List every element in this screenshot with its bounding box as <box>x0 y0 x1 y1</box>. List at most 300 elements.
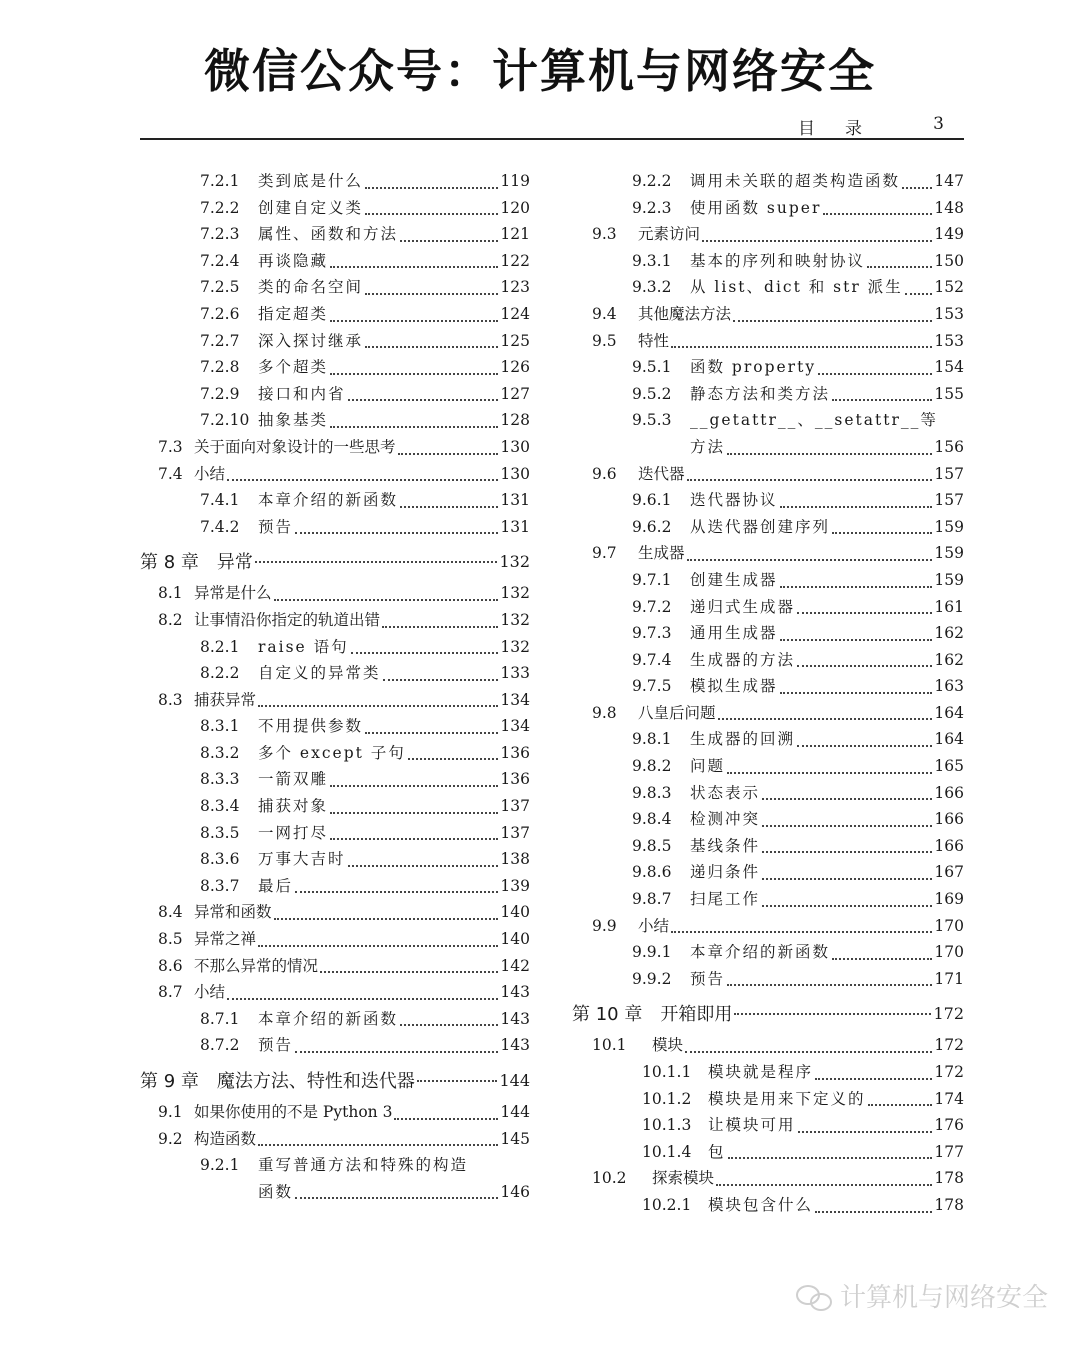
toc-entry-page: 148 <box>934 198 964 217</box>
dot-leader <box>382 625 498 628</box>
toc-entry-page: 159 <box>934 544 964 563</box>
dot-leader <box>823 212 932 215</box>
toc-entry-page: 127 <box>500 384 530 403</box>
toc-entry-number: 9.5.1 <box>632 358 672 377</box>
dot-leader <box>905 292 933 295</box>
toc-entry <box>140 462 530 489</box>
toc-entry <box>140 741 530 768</box>
toc-entry-number: 第 10 章 <box>572 1004 643 1026</box>
toc-entry-title: 模块包含什么 <box>708 1195 814 1214</box>
toc-entry-page: 157 <box>934 491 964 510</box>
toc-entry-page: 149 <box>934 225 964 244</box>
toc-entry-title: 基本的序列和映射协议 <box>690 251 866 270</box>
toc-entry-page: 172 <box>934 1063 964 1081</box>
toc-entry <box>572 249 964 276</box>
toc-entry-title: 递归式生成器 <box>690 597 796 616</box>
toc-entry-title: 状态表示 <box>690 783 761 802</box>
toc-entry <box>572 462 964 489</box>
toc-entry-page: 143 <box>500 1036 530 1055</box>
toc-entry-number: 9.1 <box>158 1103 183 1121</box>
toc-entry <box>140 1060 530 1100</box>
toc-entry <box>572 621 964 648</box>
toc-entry <box>140 1127 530 1154</box>
toc-entry-page: 171 <box>934 969 964 988</box>
toc-right-column <box>572 169 964 1220</box>
toc-entry-title: 其他魔法方法 <box>638 304 732 323</box>
toc-entry-page: 150 <box>934 251 964 270</box>
toc-entry-page: 165 <box>934 757 964 776</box>
dot-leader <box>762 877 932 880</box>
toc-entry-page: 132 <box>500 637 530 656</box>
toc-entry-number: 9.9.2 <box>632 969 672 988</box>
toc-entry <box>572 329 964 356</box>
dot-leader <box>818 372 932 375</box>
dot-leader <box>868 1103 933 1106</box>
toc-entry-number: 7.2.2 <box>200 198 240 217</box>
toc-entry <box>140 1033 530 1060</box>
toc-entry <box>140 1153 530 1180</box>
running-head-label: 目录 <box>798 119 892 139</box>
toc-entry-page: 122 <box>500 251 530 270</box>
dot-leader <box>832 398 932 401</box>
toc-entry <box>140 927 530 954</box>
toc-entry-title: 万事大吉时 <box>258 850 346 869</box>
toc-entry-page: 124 <box>500 304 530 323</box>
toc-entry-page: 132 <box>500 584 530 603</box>
dot-leader <box>400 1023 498 1026</box>
toc-entry-number: 9.7.4 <box>632 650 672 669</box>
toc-entry-title: 调用未关联的超类构造函数 <box>690 172 901 190</box>
toc-entry-title: 异常是什么 <box>194 584 272 603</box>
toc-entry-page: 164 <box>934 730 964 749</box>
toc-entry-title: 多个 except 子句 <box>258 743 406 762</box>
page-number: 3 <box>933 114 944 134</box>
toc-entry-page: 176 <box>934 1116 964 1135</box>
toc-entry-title: 类的命名空间 <box>258 278 364 297</box>
toc-entry <box>140 980 530 1007</box>
toc-entry-page: 153 <box>934 331 964 350</box>
toc-entry <box>572 1193 964 1220</box>
toc-entry <box>572 382 964 409</box>
toc-entry <box>572 887 964 914</box>
toc-entry <box>572 754 964 781</box>
toc-entry <box>140 767 530 794</box>
toc-entry <box>572 674 964 701</box>
toc-entry-number: 7.2.10 <box>200 411 250 430</box>
toc-entry-title: 特性 <box>638 331 670 350</box>
toc-entry-page: 132 <box>499 551 530 571</box>
toc-entry-page: 178 <box>934 1195 964 1214</box>
toc-entry <box>572 1113 964 1140</box>
toc-entry-title: 指定超类 <box>258 304 329 323</box>
toc-entry-title: 小结 <box>194 983 226 1002</box>
toc-entry <box>572 807 964 834</box>
toc-entry <box>572 914 964 941</box>
toc-entry-title: 基线条件 <box>690 836 761 855</box>
toc-entry-title: 一箭双雕 <box>258 770 329 789</box>
dot-leader <box>762 904 932 907</box>
toc-entry-number: 9.7 <box>592 544 617 563</box>
toc-entry-number: 7.2.5 <box>200 278 240 297</box>
dot-leader <box>762 797 932 800</box>
dot-leader <box>295 1196 498 1199</box>
toc-entry-title: 如果你使用的不是 Python 3 <box>194 1103 393 1121</box>
toc-entry-page: 163 <box>934 677 964 696</box>
toc-entry-page: 140 <box>500 930 530 949</box>
toc-entry-page: 132 <box>500 610 530 629</box>
watermark <box>794 1277 1048 1314</box>
toc-entry-page: 134 <box>500 717 530 736</box>
dot-leader <box>733 319 932 322</box>
toc-entry-title: 捕获对象 <box>258 797 329 816</box>
toc-entry-number: 9.2.1 <box>200 1156 240 1175</box>
dot-leader <box>330 425 498 428</box>
toc-entry <box>140 302 530 329</box>
toc-entry-page: 123 <box>500 278 530 297</box>
toc-entry-number: 10.2 <box>592 1169 627 1188</box>
toc-entry-number: 8.7.2 <box>200 1036 240 1055</box>
toc-entry <box>572 275 964 302</box>
toc-entry-page: 119 <box>500 172 530 190</box>
toc-entry-page: 137 <box>500 797 530 816</box>
toc-entry <box>572 993 964 1033</box>
toc-entry-page: 156 <box>934 437 964 456</box>
toc-entry-number: 9.7.2 <box>632 597 672 616</box>
toc-entry <box>140 1180 530 1207</box>
toc-entry <box>572 1140 964 1167</box>
toc-entry-number: 8.3.3 <box>200 770 240 789</box>
dot-leader <box>255 560 498 563</box>
toc-entry-page: 126 <box>500 358 530 377</box>
toc-entry-number: 9.9 <box>592 916 617 935</box>
dot-leader <box>798 1130 933 1133</box>
banner-title: 微信公众号：计算机与网络安全 <box>204 44 876 98</box>
dot-leader <box>274 917 499 920</box>
toc-entry <box>140 169 530 196</box>
toc-entry <box>572 967 964 994</box>
dot-leader <box>780 638 933 641</box>
toc-entry <box>572 435 964 462</box>
toc-entry-title: 探索模块 <box>652 1169 715 1188</box>
toc-entry-title: 魔法方法、特性和迭代器 <box>216 1071 415 1092</box>
toc-entry-page: 137 <box>500 823 530 842</box>
toc-entry-title: 小结 <box>194 464 226 483</box>
toc-entry <box>140 794 530 821</box>
dot-leader <box>727 771 932 774</box>
toc-entry-number: 9.7.1 <box>632 570 672 589</box>
toc-entry <box>140 635 530 662</box>
toc-entry-number: 9.8.3 <box>632 783 672 802</box>
toc-entry <box>140 954 530 981</box>
toc-entry-page: 130 <box>500 464 530 483</box>
toc-entry-title: 通用生成器 <box>690 624 778 643</box>
toc-entry-title: 类到底是什么 <box>258 172 364 190</box>
toc-entry-page: 167 <box>934 863 964 882</box>
toc-entry-number: 9.2 <box>158 1129 183 1148</box>
toc-entry-number: 8.6 <box>158 956 183 975</box>
toc-entry-number: 第 8 章 <box>140 552 199 574</box>
toc-entry-title: 递归条件 <box>690 863 761 882</box>
toc-entry-number: 7.2.9 <box>200 384 240 403</box>
toc-entry-number: 9.5.2 <box>632 384 672 403</box>
toc-entry-number: 10.1.2 <box>642 1089 692 1108</box>
toc-entry-page: 157 <box>934 464 964 483</box>
toc-entry <box>572 568 964 595</box>
toc-entry-title: 八皇后问题 <box>638 703 716 722</box>
toc-entry <box>140 355 530 382</box>
toc-entry <box>572 648 964 675</box>
toc-entry-number: 8.7.1 <box>200 1009 240 1028</box>
toc-entry-page: 164 <box>934 703 964 722</box>
toc-entry-page: 159 <box>934 570 964 589</box>
toc-entry-page: 136 <box>500 743 530 762</box>
toc-entry <box>140 581 530 608</box>
toc-entry-page: 172 <box>934 1036 964 1055</box>
toc-entry-number: 8.3.5 <box>200 823 240 842</box>
toc-entry <box>572 302 964 329</box>
dot-leader <box>258 944 498 947</box>
toc-entry-title: 扫尾工作 <box>690 890 761 909</box>
toc-entry <box>140 196 530 223</box>
toc-entry-title: 本章介绍的新函数 <box>690 943 831 962</box>
toc-entry-number: 8.2 <box>158 610 183 629</box>
toc-entry-number: 9.3.1 <box>632 251 672 270</box>
toc-entry-title: 异常和函数 <box>194 903 272 922</box>
dot-leader <box>365 186 498 189</box>
toc-entry <box>572 196 964 223</box>
toc-entry-title: 重写普通方法和特殊的构造 <box>258 1156 469 1175</box>
toc-left-column <box>140 169 530 1206</box>
toc-entry <box>572 541 964 568</box>
toc-entry-number: 9.6.2 <box>632 517 672 536</box>
dot-leader <box>408 757 499 760</box>
toc-entry-title: 小结 <box>638 916 670 935</box>
toc-entry-page: 143 <box>500 983 530 1002</box>
toc-entry-number: 8.2.1 <box>200 637 240 656</box>
dot-leader <box>330 265 498 268</box>
dot-leader <box>320 970 498 973</box>
toc-entry-page: 154 <box>934 358 964 377</box>
toc-entry-title: 元素访问 <box>638 225 701 244</box>
dot-leader <box>348 398 499 401</box>
dot-leader <box>762 850 932 853</box>
toc-entry <box>140 714 530 741</box>
toc-entry-title: 预告 <box>258 517 294 536</box>
dot-leader <box>330 784 498 787</box>
toc-entry-title: 预告 <box>258 1036 294 1055</box>
toc-entry-number: 8.3.2 <box>200 743 240 762</box>
toc-entry-title: 本章介绍的新函数 <box>258 491 399 510</box>
toc-entry-number: 9.8.2 <box>632 757 672 776</box>
toc-entry-title: 问题 <box>690 757 726 776</box>
dot-leader <box>762 824 932 827</box>
toc-entry <box>572 488 964 515</box>
toc-entry-page: 140 <box>500 903 530 922</box>
toc-entry-title: 不用提供参数 <box>258 717 364 736</box>
dot-leader <box>728 1156 933 1159</box>
toc-entry <box>572 781 964 808</box>
dot-leader <box>417 1079 498 1082</box>
toc-entry <box>140 382 530 409</box>
toc-entry-title: 模拟生成器 <box>690 677 778 696</box>
dot-leader <box>727 983 932 986</box>
dot-leader <box>274 598 499 601</box>
dot-leader <box>330 837 498 840</box>
toc-entry-page: 161 <box>934 597 964 616</box>
toc-entry-title: 最后 <box>258 876 294 895</box>
toc-entry <box>140 408 530 435</box>
toc-entry-page: 134 <box>500 690 530 709</box>
toc-entry <box>140 1007 530 1034</box>
toc-entry <box>572 169 964 196</box>
toc-entry-title: 从 list、dict 和 str 派生 <box>690 278 903 297</box>
dot-leader <box>227 478 498 481</box>
toc-entry-page: 144 <box>499 1070 530 1090</box>
toc-entry-page: 146 <box>500 1182 530 1201</box>
toc-entry-title: 自定义的异常类 <box>258 664 381 683</box>
toc-entry-number: 9.9.1 <box>632 943 672 962</box>
toc-entry-number: 7.4 <box>158 464 183 483</box>
dot-leader <box>815 1210 932 1213</box>
toc-entry-number: 10.1 <box>592 1036 627 1055</box>
toc-entry <box>140 847 530 874</box>
toc-entry-title: 检测冲突 <box>690 810 761 829</box>
running-head <box>140 114 964 140</box>
toc-entry-title: 深入探讨继承 <box>258 331 364 350</box>
toc-entry-title: 接口和内省 <box>258 384 346 403</box>
toc-entry-number: 8.3.6 <box>200 850 240 869</box>
toc-entry <box>140 222 530 249</box>
toc-entry <box>572 222 964 249</box>
dot-leader <box>398 452 499 455</box>
toc-entry-page: 143 <box>500 1009 530 1028</box>
dot-leader <box>365 212 498 215</box>
toc-entry-title: 生成器的回溯 <box>690 730 796 749</box>
toc-entry <box>140 900 530 927</box>
toc-entry-number: 8.7 <box>158 983 183 1002</box>
toc-entry-number: 9.6.1 <box>632 491 672 510</box>
dot-leader <box>780 691 933 694</box>
dot-leader <box>258 704 498 707</box>
toc-entry-number: 9.8.5 <box>632 836 672 855</box>
dot-leader <box>383 678 499 681</box>
dot-leader <box>330 319 498 322</box>
toc-entry-number: 第 9 章 <box>140 1071 199 1092</box>
toc-entry <box>140 661 530 688</box>
toc-entry-page: 147 <box>934 172 964 190</box>
toc-entry <box>572 834 964 861</box>
toc-entry-page: 142 <box>500 956 530 975</box>
toc-entry-number: 10.1.4 <box>642 1142 692 1161</box>
toc-entry-title: 让模块可用 <box>708 1116 796 1135</box>
toc-entry-page: 138 <box>500 850 530 869</box>
toc-entry <box>572 860 964 887</box>
toc-entry-title: 模块就是程序 <box>708 1063 814 1081</box>
toc-entry-number: 9.7.5 <box>632 677 672 696</box>
toc-entry-number: 7.3 <box>158 437 183 456</box>
dot-leader <box>734 1012 931 1015</box>
dot-leader <box>687 478 933 481</box>
toc-entry-title: 一网打尽 <box>258 823 329 842</box>
dot-leader <box>400 239 498 242</box>
dot-leader <box>797 744 932 747</box>
toc-entry <box>572 515 964 542</box>
toc-entry-title: 模块 <box>652 1036 684 1055</box>
toc-entry-page: 125 <box>500 331 530 350</box>
toc-entry-number: 9.8.7 <box>632 890 672 909</box>
toc-entry-page: 166 <box>934 783 964 802</box>
toc-entry-title: 关于面向对象设计的一些思考 <box>194 437 396 456</box>
toc-entry-page: 144 <box>500 1103 530 1121</box>
toc-entry-number: 9.8.1 <box>632 730 672 749</box>
dot-leader <box>258 1143 498 1146</box>
toc-entry-page: 170 <box>934 916 964 935</box>
toc-entry-title: 方法 <box>690 437 726 456</box>
toc-entry-page: 145 <box>500 1129 530 1148</box>
toc-entry <box>140 821 530 848</box>
toc-entry-number: 7.2.1 <box>200 172 240 190</box>
dot-leader <box>780 505 933 508</box>
toc-entry-title: 从迭代器创建序列 <box>690 517 831 536</box>
toc-entry-page: 139 <box>500 876 530 895</box>
toc-entry-page: 153 <box>934 304 964 323</box>
toc-entry-number: 9.4 <box>592 304 617 323</box>
toc-entry-number: 8.3.4 <box>200 797 240 816</box>
toc-entry <box>140 515 530 542</box>
toc-entry <box>572 1087 964 1114</box>
toc-entry-number: 7.2.8 <box>200 358 240 377</box>
dot-leader <box>685 1050 932 1053</box>
dot-leader <box>227 997 498 1000</box>
toc-entry-title: 函数 property <box>690 358 817 377</box>
toc-entry-title: 创建生成器 <box>690 570 778 589</box>
toc-entry-page: 131 <box>500 517 530 536</box>
toc-entry <box>140 608 530 635</box>
toc-entry-title: 静态方法和类方法 <box>690 384 831 403</box>
watermark-text: 计算机与网络安全 <box>839 1283 1048 1313</box>
toc-entry-title: 异常 <box>216 552 253 574</box>
toc-entry-number: 10.1.1 <box>642 1063 692 1081</box>
toc-entry-number: 9.7.3 <box>632 624 672 643</box>
toc-entry-title: 函数 <box>258 1182 294 1201</box>
toc-entry-number: 7.2.7 <box>200 331 240 350</box>
toc-entry <box>140 874 530 901</box>
toc-entry-number: 9.5.3 <box>632 411 672 430</box>
toc-entry-page: 120 <box>500 198 530 217</box>
toc-entry-number: 8.3.7 <box>200 876 240 895</box>
toc-entry-page: 152 <box>934 278 964 297</box>
toc-entry-page: 121 <box>500 225 530 244</box>
toc-entry-page: 159 <box>934 517 964 536</box>
dot-leader <box>365 731 498 734</box>
toc-entry-number: 7.2.4 <box>200 251 240 270</box>
toc-entry <box>572 1060 964 1087</box>
toc-entry-title: 捕获异常 <box>194 690 257 709</box>
toc-entry-number: 8.2.2 <box>200 664 240 683</box>
toc-entry-page: 155 <box>934 384 964 403</box>
toc-entry-number: 9.3 <box>592 225 617 244</box>
toc-entry-title: 开箱即用 <box>660 1004 733 1026</box>
dot-leader <box>295 531 498 534</box>
toc-entry <box>572 1166 964 1193</box>
toc-entry <box>140 688 530 715</box>
dot-leader <box>702 239 932 242</box>
toc-entry-number: 8.5 <box>158 930 183 949</box>
dot-leader <box>815 1077 932 1080</box>
dot-leader <box>295 890 498 893</box>
dot-leader <box>797 664 932 667</box>
dot-leader <box>902 186 932 189</box>
